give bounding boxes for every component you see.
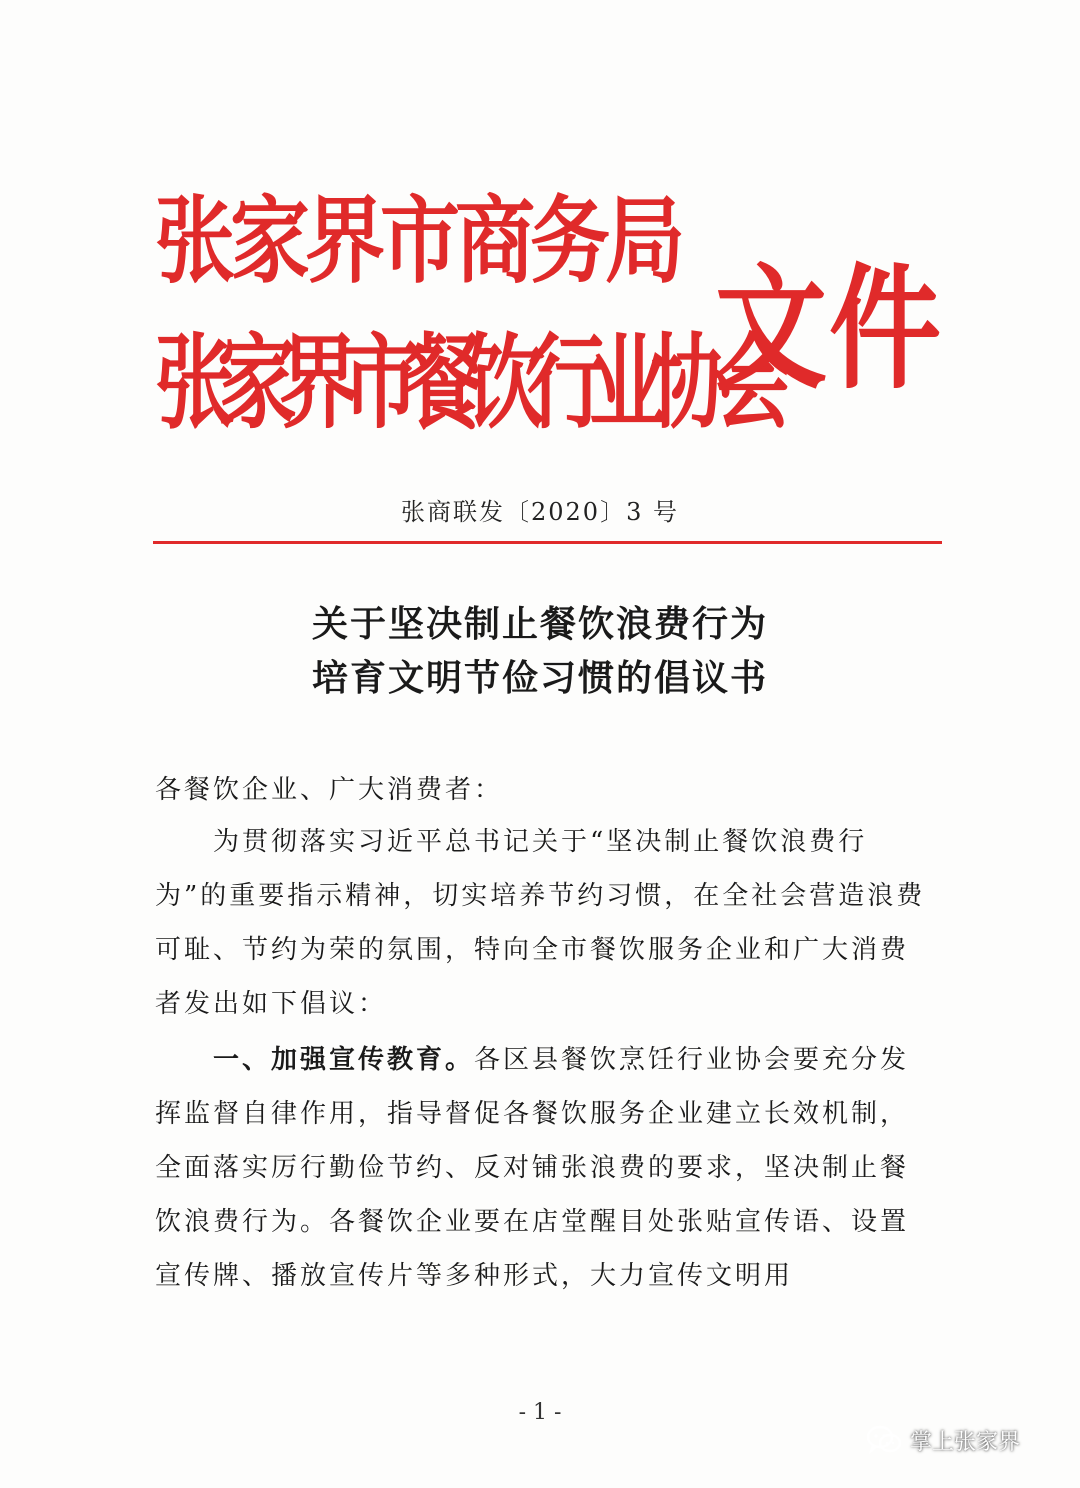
- issuer-line-1: 张家界市商务局: [155, 185, 680, 296]
- salutation: 各餐饮企业、广大消费者：: [155, 775, 504, 805]
- document-type-label: 文件: [715, 250, 943, 408]
- red-divider: [153, 541, 942, 544]
- document-number: 张商联发〔2020〕3 号: [401, 498, 679, 526]
- watermark-label: 掌上张家界: [910, 1429, 1021, 1455]
- paragraph-intro: 为贯彻落实习近平总书记关于“坚决制止餐饮浪费行为”的重要指示精神，切实培养节约习惯，在全社会营造浪费可耻、节约为荣的氛围，特向全市餐饮服务企业和广大消费者发出如下倡议：: [155, 827, 926, 1019]
- issuer-line-2: 张家界市餐饮行业协会: [155, 321, 775, 443]
- wechat-icon: [866, 1425, 902, 1455]
- page-number: - 1 -: [518, 1400, 562, 1425]
- document-title-line-2: 培育文明节俭习惯的倡议书: [311, 657, 768, 699]
- account-watermark: [866, 1421, 1020, 1459]
- paragraph-item-1-heading: 一、加强宣传教育。: [213, 1045, 475, 1075]
- paragraph-item-1: [155, 1033, 935, 1303]
- paragraph-item-1-body: 各区县餐饮烹饪行业协会要充分发挥监督自律作用，指导督促各餐饮服务企业建立长效机制，全面落实厉行勤俭节约、反对铺张浪费的要求，坚决制止餐饮浪费行为。各餐饮企业要在店堂醒目处张贴宣传语、设置宣传牌、播放宣传片等多种形式，大力宣传文明用: [155, 1045, 910, 1291]
- document-title-line-1: 关于坚决制止餐饮浪费行为: [311, 603, 768, 645]
